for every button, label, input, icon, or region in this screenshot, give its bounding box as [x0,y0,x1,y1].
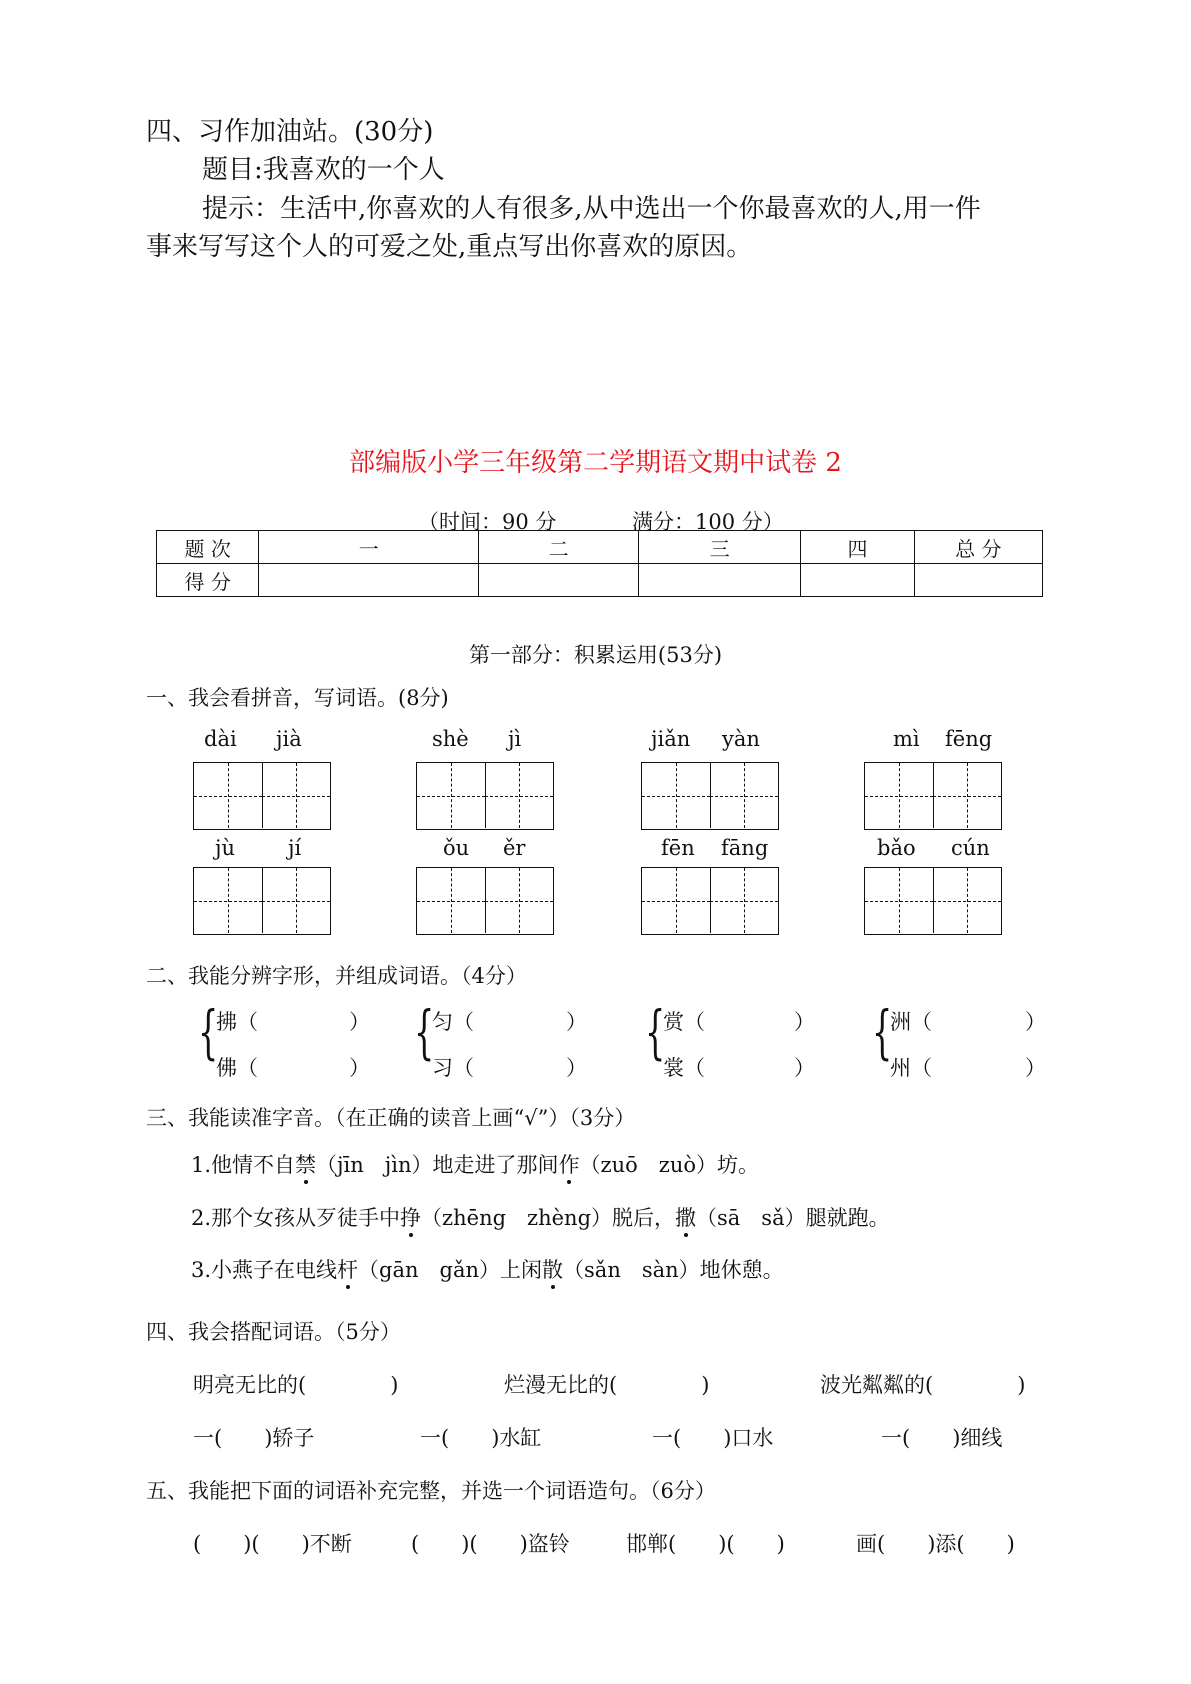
q5-heading: 五、我能把下面的词语补充完整，并选一个词语造句。（6分） [146,1479,716,1503]
q3-line1: 1.他情不自禁（jīn jìn）地走进了那间作（zuō zuò）坊。 [191,1153,760,1177]
pinyin: jù [215,836,236,860]
score-input-cell[interactable] [914,564,1042,597]
char-pair-bottom: 裳（ [663,1056,705,1080]
char-pair-bottom: 习（ [432,1056,474,1080]
q5-item: ( )( )盗铃 [411,1532,570,1556]
dotted-char: 撒 [675,1206,697,1230]
exam-time: （时间：90 分 [418,510,557,534]
dotted-char: 作 [558,1153,580,1177]
table-cell: 二 [479,531,639,564]
writing-hint-line2: 事来写写这个人的可爱之处,重点写出你喜欢的原因。 [146,232,753,262]
char-pair-bottom: 佛（ [216,1056,258,1080]
pinyin: dài [204,727,237,751]
paren-close: ） [1025,1056,1046,1080]
score-input-cell[interactable] [479,564,639,597]
q4-item: 明亮无比的( ) [193,1373,399,1397]
char-pair-top: 拂（ [216,1010,258,1034]
pinyin: shè [432,727,469,751]
q5-item: 邯郸( )( ) [626,1532,785,1556]
dotted-char: 禁 [295,1153,317,1177]
q4-heading: 四、我会搭配词语。（5分） [146,1320,401,1344]
table-cell: 总 分 [914,531,1042,564]
brace-icon: { [198,998,219,1066]
paren-close: ） [1025,1010,1046,1034]
q1-heading: 一、我会看拼音，写词语。(8分) [146,686,449,710]
paren-close: ） [566,1056,587,1080]
score-table-score-row [157,564,1043,597]
q4-item: 烂漫无比的( ) [504,1373,710,1397]
pinyin: cún [951,836,990,860]
pinyin: ǒu [443,836,470,860]
char-pair-top: 匀（ [432,1010,474,1034]
q3-line2: 2.那个女孩从歹徒手中挣（zhēng zhèng）脱后，撒（sā sǎ）腿就跑。 [191,1206,890,1230]
dotted-char: 杆 [337,1258,359,1282]
dotted-char: 散 [542,1258,564,1282]
writing-box[interactable] [416,762,554,830]
q4-item: 一( )细线 [881,1426,1003,1450]
brace-icon: { [645,998,666,1066]
section-title: 第一部分：积累运用(53分) [468,643,723,667]
brace-icon: { [872,998,893,1066]
q5-item: 画( )添( ) [856,1532,1015,1556]
paren-close: ） [794,1010,815,1034]
pinyin: fēn [661,836,695,860]
pinyin: fāng [721,836,769,860]
q4-item: 波光粼粼的( ) [820,1373,1026,1397]
table-cell: 三 [639,531,801,564]
score-table-header-row [157,531,1043,564]
brace-icon: { [414,998,435,1066]
q4-item: 一( )口水 [652,1426,774,1450]
paren-close: ） [794,1056,815,1080]
writing-box[interactable] [864,867,1002,935]
score-input-cell[interactable] [801,564,914,597]
q3-line3: 3.小燕子在电线杆（gān gǎn）上闲散（sǎn sàn）地休憩。 [191,1258,784,1282]
pinyin: jí [288,836,302,860]
writing-box[interactable] [193,762,331,830]
pinyin: fēng [945,727,993,751]
pinyin: mì [893,727,920,751]
pinyin: ěr [503,836,526,860]
paren-close: ） [566,1010,587,1034]
q5-item: ( )( )不断 [193,1532,352,1556]
score-table [156,530,1043,597]
char-pair-top: 洲（ [890,1010,932,1034]
writing-box[interactable] [864,762,1002,830]
pinyin: jì [508,727,522,751]
writing-box[interactable] [193,867,331,935]
q4-item: 一( )水缸 [420,1426,542,1450]
table-cell: 四 [801,531,914,564]
pinyin: jià [276,727,302,751]
paren-close: ） [349,1010,370,1034]
char-pair-bottom: 州（ [890,1056,932,1080]
table-cell: 得 分 [157,564,259,597]
paren-close: ） [349,1056,370,1080]
writing-heading: 四、习作加油站。(30分) [146,117,434,147]
exam-full-score: 满分：100 分） [632,510,784,534]
q4-item: 一( )轿子 [193,1426,315,1450]
writing-hint-line1: 提示：生活中,你喜欢的人有很多,从中选出一个你最喜欢的人,用一件 [202,194,981,224]
dotted-char: 挣 [400,1206,422,1230]
exam-title: 部编版小学三年级第二学期语文期中试卷 2 [349,448,842,478]
q2-heading: 二、我能分辨字形，并组成词语。（4分） [146,964,527,988]
pinyin: jiǎn [651,727,691,751]
writing-box[interactable] [416,867,554,935]
score-input-cell[interactable] [259,564,479,597]
writing-box[interactable] [641,867,779,935]
table-cell: 一 [259,531,479,564]
q3-heading: 三、我能读准字音。（在正确的读音上画“√”）（3分） [146,1106,636,1130]
writing-box[interactable] [641,762,779,830]
pinyin: yàn [722,727,760,751]
score-input-cell[interactable] [639,564,801,597]
table-cell: 题 次 [157,531,259,564]
char-pair-top: 赏（ [663,1010,705,1034]
writing-topic: 题目:我喜欢的一个人 [202,155,445,185]
pinyin: bǎo [877,836,916,860]
